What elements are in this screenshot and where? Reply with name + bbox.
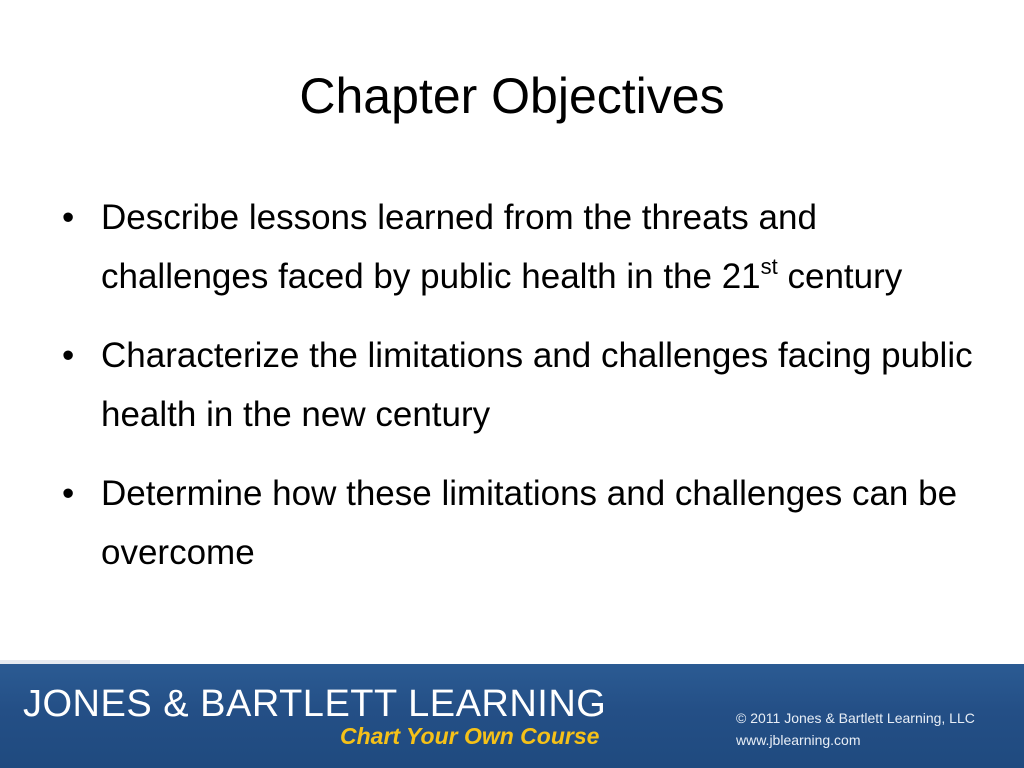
bullet-text: Characterize the limitations and challenges facing public health in the new century [101, 336, 973, 434]
objectives-list [62, 188, 982, 602]
publisher-footer [0, 664, 1024, 768]
ordinal-superscript: st [760, 254, 778, 279]
publisher-tagline: Chart Your Own Course [340, 723, 600, 749]
publisher-website: www.jblearning.com [736, 732, 861, 748]
bullet-text [101, 198, 902, 296]
bullet-item [62, 188, 982, 306]
bullet-marker: • [62, 198, 75, 237]
bullet-text-main: Describe lessons learned from the threats and challenges faced by public health in the 21 [101, 198, 817, 296]
slide-title: Chapter Objectives [299, 68, 725, 124]
publisher-name: JONES & BARTLETT LEARNING [23, 683, 607, 725]
bullet-text-tail: century [777, 257, 903, 296]
bullet-marker: • [62, 336, 75, 375]
bullet-marker: • [62, 474, 75, 513]
bullet-text: Determine how these limitations and challenges can be overcome [101, 474, 958, 572]
bullet-item [62, 326, 982, 444]
copyright-notice: © 2011 Jones & Bartlett Learning, LLC [736, 710, 975, 726]
bullet-item [62, 464, 982, 582]
